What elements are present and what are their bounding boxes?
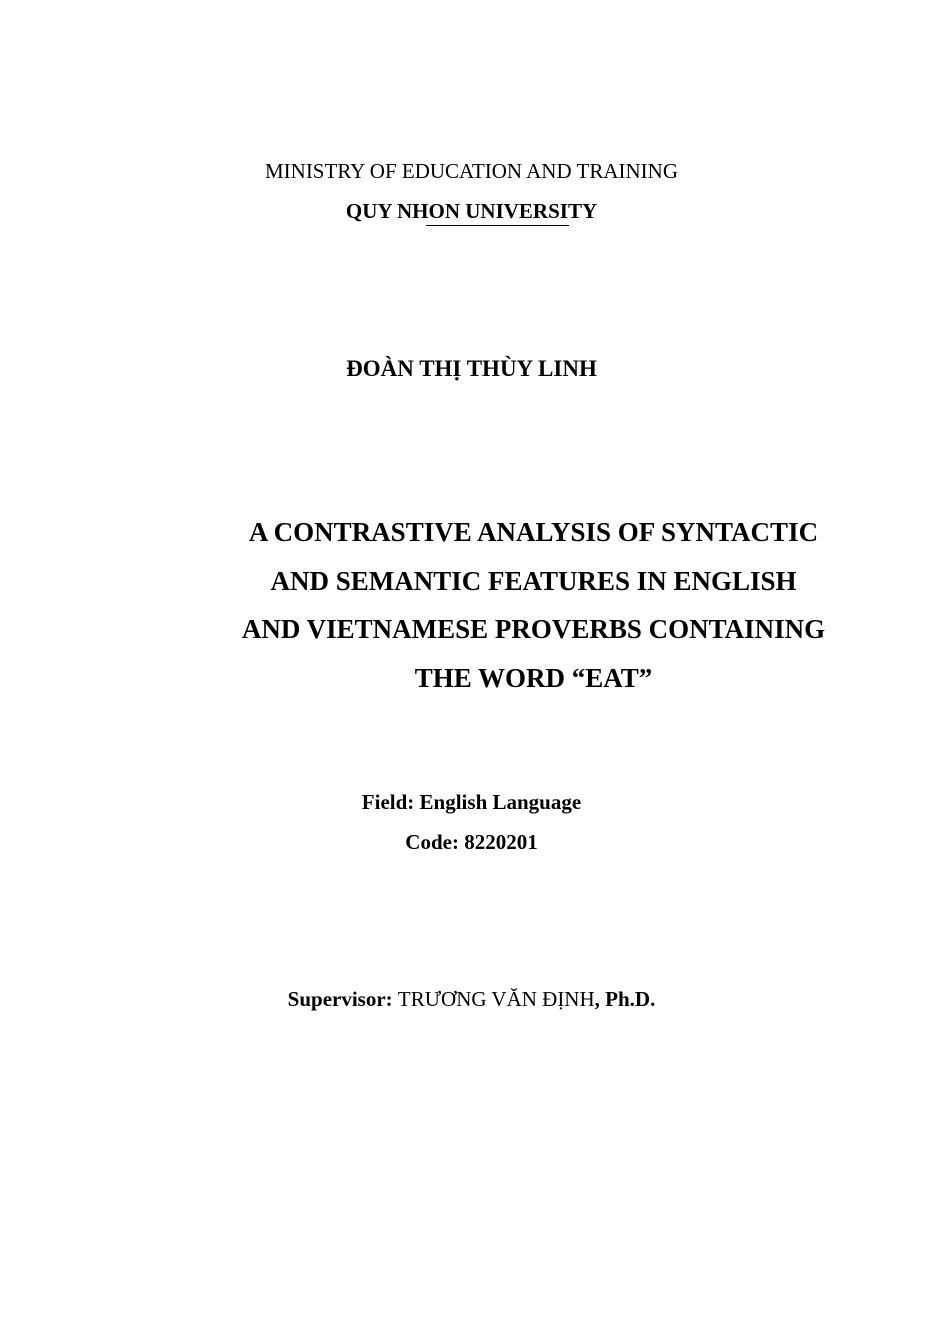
author-name: ĐOÀN THỊ THÙY LINH: [346, 356, 597, 381]
supervisor-line: [0, 985, 943, 1013]
field-code: Code: 8220201: [405, 830, 538, 854]
university-underline: [426, 225, 569, 226]
supervisor-degree: , Ph.D.: [594, 987, 656, 1011]
thesis-title: [0, 508, 943, 702]
title-line-1: A CONTRASTIVE ANALYSIS OF SYNTACTIC: [248, 517, 819, 547]
field-of-study: Field: English Language: [361, 790, 582, 814]
ministry-name: MINISTRY OF EDUCATION AND TRAINING: [264, 159, 678, 183]
title-line-4: THE WORD “EAT”: [414, 662, 653, 693]
title-line-2: AND SEMANTIC FEATURES IN ENGLISH: [270, 565, 797, 596]
supervisor-name: TRƯƠNG VĂN ĐỊNH: [397, 987, 595, 1011]
title-line-3: AND VIETNAMESE PROVERBS CONTAINING: [241, 614, 826, 644]
supervisor-label: Supervisor:: [287, 987, 398, 1011]
university-name: QUY NHON UNIVERSITY: [345, 199, 598, 223]
